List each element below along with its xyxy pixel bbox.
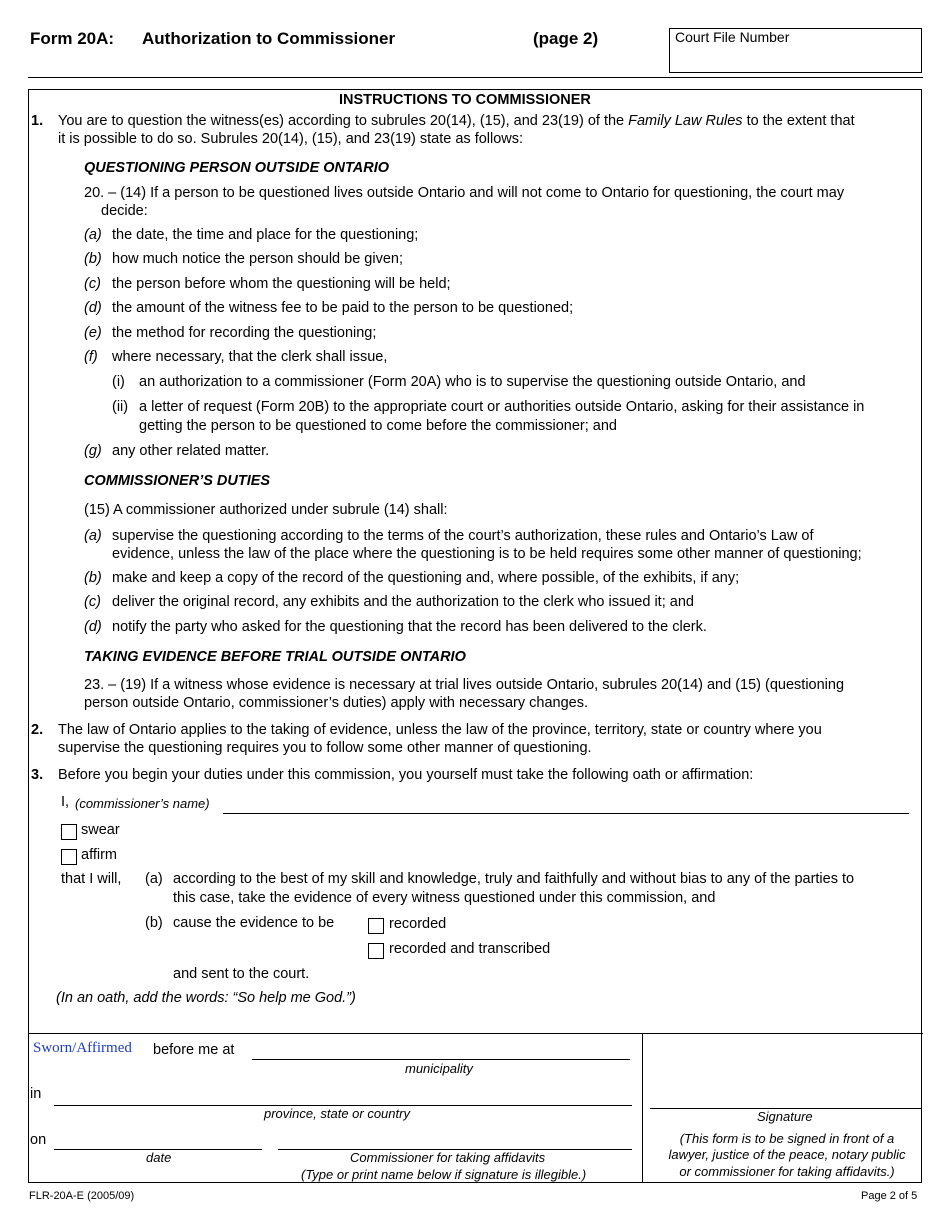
- rule-14-text-c: the person before whom the questioning will be held;: [112, 276, 451, 292]
- affirm-label: affirm: [81, 847, 117, 863]
- rule-14-text-b: how much notice the person should be given;: [112, 251, 403, 267]
- item-1-line1: You are to question the witness(es) according to subrules 20(14), (15), and 23(19) of the Family Law Rules to the extent that: [58, 113, 855, 129]
- section-heading-taking-evidence: TAKING EVIDENCE BEFORE TRIAL OUTSIDE ONTARIO: [84, 649, 466, 665]
- commissioner-name-hint: (commissioner’s name): [75, 796, 210, 811]
- rule-19-line2: person outside Ontario, commissioner’s duties) apply with necessary changes.: [84, 695, 588, 711]
- rule-15-intro: (15) A commissioner authorized under subrule (14) shall:: [84, 502, 448, 518]
- section-heading-questioning: QUESTIONING PERSON OUTSIDE ONTARIO: [84, 160, 390, 176]
- on-label: on: [30, 1132, 47, 1148]
- before-me-at-label: before me at: [153, 1042, 235, 1058]
- page-of: Page 2 of 5: [861, 1190, 918, 1202]
- oath-b-label: (b): [145, 915, 163, 931]
- rule-14-text-g: any other related matter.: [112, 443, 270, 459]
- rule-15-text-c: deliver the original record, any exhibits and the authorization to the clerk who issued it; and: [112, 594, 694, 610]
- recorded-label: recorded: [389, 916, 447, 932]
- rule-14-sub-i-text: an authorization to a commissioner (Form 20A) who is to supervise the questioning outside Ontario, and: [139, 374, 806, 390]
- swear-label: swear: [81, 822, 120, 838]
- header-divider: [28, 77, 923, 78]
- oath-a-line1: according to the best of my skill and knowledge, truly and faithfully and without bias to any of the parties to: [173, 871, 855, 887]
- rule-14-text-e: the method for recording the questioning;: [112, 325, 377, 341]
- section-heading-duties: COMMISSIONER’S DUTIES: [84, 473, 271, 489]
- item-1-line2: it is possible to do so. Subrules 20(14), (15), and 23(19) state as follows:: [58, 131, 524, 147]
- oath-i-label: I,: [61, 794, 70, 810]
- sworn-affirmed-label: Sworn/Affirmed: [33, 1040, 132, 1056]
- affirm-checkbox[interactable]: [61, 849, 77, 865]
- oath-b-text: cause the evidence to be: [173, 915, 335, 931]
- rule-15-a-line2: evidence, unless the law of the place where the questioning is to be held requires some other manner of questioning;: [112, 546, 862, 562]
- signature-note-1: (This form is to be signed in front of a: [679, 1131, 895, 1146]
- rule-14-text-f: where necessary, that the clerk shall issue,: [112, 349, 388, 365]
- form-code: FLR-20A-E (2005/09): [29, 1190, 135, 1202]
- rule-14-label-f: (f): [84, 349, 98, 365]
- rule-14-line2: decide:: [101, 203, 148, 219]
- rule-14-text-d: the amount of the witness fee to be paid to the person to be questioned;: [112, 300, 574, 316]
- recorded-checkbox[interactable]: [368, 918, 384, 934]
- item-3-number: 3.: [31, 767, 44, 783]
- rule-14-line1: 20. – (14) If a person to be questioned lives outside Ontario and will not come to Ontario for questioning, the court may: [84, 185, 845, 201]
- form-title: Authorization to Commissioner: [142, 29, 396, 48]
- rule-14-label-d: (d): [84, 300, 102, 316]
- court-file-number-label: Court File Number: [675, 29, 790, 45]
- rule-14-sub-ii-line2: getting the person to be questioned to come before the commissioner; and: [139, 418, 617, 434]
- instructions-title: INSTRUCTIONS TO COMMISSIONER: [339, 92, 591, 108]
- court-file-number-field[interactable]: [669, 28, 922, 73]
- sent-to-court-text: and sent to the court.: [173, 966, 310, 982]
- date-label: date: [146, 1150, 172, 1165]
- item-1-number: 1.: [31, 113, 44, 129]
- rule-19-line1: 23. – (19) If a witness whose evidence is necessary at trial lives outside Ontario, subrules 20(14) and (15) (questioning: [84, 677, 845, 693]
- recorded-transcribed-label: recorded and transcribed: [389, 941, 551, 957]
- rule-14-text-a: the date, the time and place for the questioning;: [112, 227, 419, 243]
- rule-15-text-b: make and keep a copy of the record of the questioning and, where possible, of the exhibits, if any;: [112, 570, 740, 586]
- oath-a-line2: this case, take the evidence of every witness questioned under this commission, and: [173, 890, 716, 906]
- item-2-number: 2.: [31, 722, 44, 738]
- page-label: (page 2): [533, 29, 599, 48]
- signature-note-3: or commissioner for taking affidavits.): [679, 1164, 895, 1179]
- rule-14-label-a: (a): [84, 227, 102, 243]
- rule-14-sub-ii-label: (ii): [112, 399, 129, 415]
- rule-15-label-a: (a): [84, 528, 102, 544]
- so-help-me-god-note: (In an oath, add the words: “So help me God.”): [56, 990, 356, 1006]
- municipality-field[interactable]: [252, 1059, 630, 1060]
- commissioner-note: (Type or print name below if signature is illegible.): [301, 1167, 587, 1182]
- item-2-line2: supervise the questioning requires you to follow some other manner of questioning.: [58, 740, 592, 756]
- rule-14-label-b: (b): [84, 251, 102, 267]
- rule-14-sub-ii-line1: a letter of request (Form 20B) to the appropriate court or authorities outside Ontario, asking for their assistance in: [139, 399, 865, 415]
- swear-checkbox[interactable]: [61, 824, 77, 840]
- in-label: in: [30, 1086, 42, 1102]
- recorded-transcribed-checkbox[interactable]: [368, 943, 384, 959]
- rule-14-label-g: (g): [84, 443, 102, 459]
- signature-note-2: lawyer, justice of the peace, notary public: [668, 1147, 906, 1162]
- commissioner-label: Commissioner for taking affidavits: [350, 1150, 546, 1165]
- commissioner-name-field[interactable]: [223, 813, 909, 814]
- jurat-divider: [28, 1033, 923, 1034]
- rule-15-text-d: notify the party who asked for the questioning that the record has been delivered to the clerk.: [112, 619, 707, 635]
- signature-label: Signature: [757, 1109, 813, 1124]
- jurat-vertical-divider: [642, 1033, 643, 1183]
- rule-15-a-line1: supervise the questioning according to the terms of the court’s authorization, these rules and Ontario’s Law of: [112, 528, 814, 544]
- rule-14-label-c: (c): [84, 276, 101, 292]
- form-number: Form 20A:: [30, 29, 115, 48]
- rule-15-label-b: (b): [84, 570, 102, 586]
- province-label: province, state or country: [264, 1106, 410, 1121]
- rule-14-label-e: (e): [84, 325, 102, 341]
- rule-15-label-c: (c): [84, 594, 101, 610]
- that-i-will-label: that I will,: [61, 871, 122, 887]
- oath-a-label: (a): [145, 871, 163, 887]
- rule-15-label-d: (d): [84, 619, 102, 635]
- municipality-label: municipality: [405, 1061, 473, 1076]
- item-2-line1: The law of Ontario applies to the taking of evidence, unless the law of the province, territory, state or country where you: [58, 722, 822, 738]
- rule-14-sub-i-label: (i): [112, 374, 125, 390]
- item-3-text: Before you begin your duties under this commission, you yourself must take the following oath or affirmation:: [58, 767, 754, 783]
